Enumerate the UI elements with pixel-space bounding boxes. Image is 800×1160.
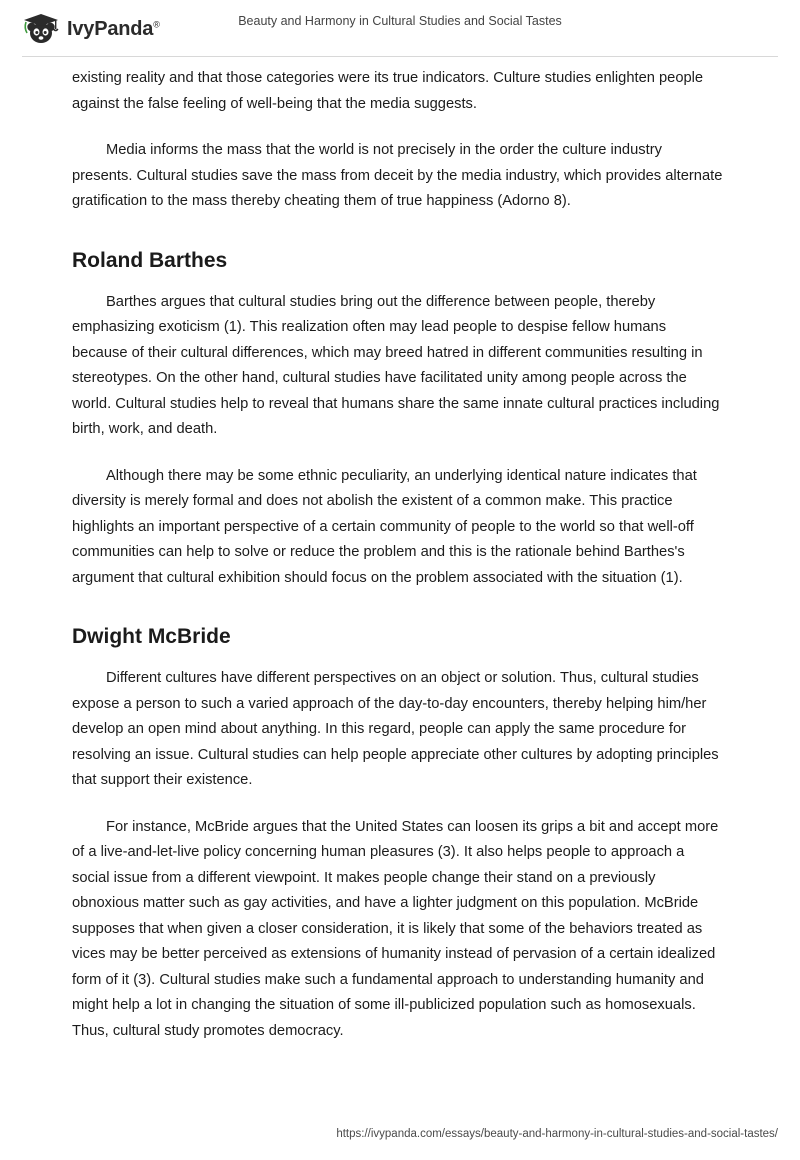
brand-trademark: ® [153,18,160,29]
section-heading-dwight-mcbride: Dwight McBride [72,625,231,648]
brand-name-text: IvyPanda [67,17,154,40]
page-footer [0,1124,800,1142]
document-content [72,66,724,1044]
paragraph-barthes-2: Although there may be some ethnic peculiarity, an underlying identical nature indicates that diversity is merely formal and does not abolish the existent of a common make. This practice highlights an important perspective of a certain community of people to the world so that well-off communities can help to solve or reduce the problem and this is the rationale behind Barthes's argument that cultural exhibition should focus on the problem associated with the situation (1). [72,467,697,586]
paragraph-intro-2: Media informs the mass that the world is not precisely in the order the culture industry presents. Cultural studies save the mass from deceit by the media industry, which provides alternate gratification to the mass thereby cheating them of true happiness (Adorno 8). [72,142,723,209]
paragraph-mcbride-2: For instance, McBride argues that the United States can loosen its grips a bit and accept more of a live-and-let-live policy concerning human pleasures (3). It also helps people to approach a social issue from a different viewpoint. It makes people change their stand on a previously obnoxious matter such as gay activities, and have a lighter judgment on this population. McBride supposes that when given a closer consideration, it is likely that some of the behaviors treated as vices may be better perceived as extensions of humanity instead of pervasion of a certain idealized form of it (3). Cultural studies make such a fundamental approach to understanding humanity and might help a lot in changing the situation of some ill-publicized population such as homosexuals. Thus, cultural study promotes democracy. [72,818,719,1039]
paragraph-intro-1: existing reality and that those categories were its true indicators. Culture studies enlighten people against the false feeling of well-being that the media suggests. [72,70,704,112]
page-header [0,0,800,56]
source-url-link[interactable]: https://ivypanda.com/essays/beauty-and-harmony-in-cultural-studies-and-social-tastes/ [336,1128,778,1140]
page-title: Beauty and Harmony in Cultural Studies and Social Tastes [238,14,562,28]
paragraph-mcbride-1: Different cultures have different perspectives on an object or solution. Thus, cultural studies expose a person to such a varied approach of the day-to-day encounters, thereby helping him/her develop an open mind about anything. In this regard, people can apply the same procedure for resolving an issue. Cultural studies can help people appreciate other cultures by adopting principles that support their existence. [72,670,719,788]
section-heading-roland-barthes: Roland Barthes [72,248,228,272]
paragraph-barthes-1: Barthes argues that cultural studies bring out the difference between people, thereby emphasizing exoticism (1). This realization often may lead people to despise fellow humans because of their cultural differences, which may breed hatred in different communities resulting in stereotypes. On the other hand, cultural studies have facilitated unity among people across the world. Cultural studies help to reveal that humans share the same innate cultural practices including birth, work, and death. [72,293,720,437]
header-divider [22,56,778,57]
